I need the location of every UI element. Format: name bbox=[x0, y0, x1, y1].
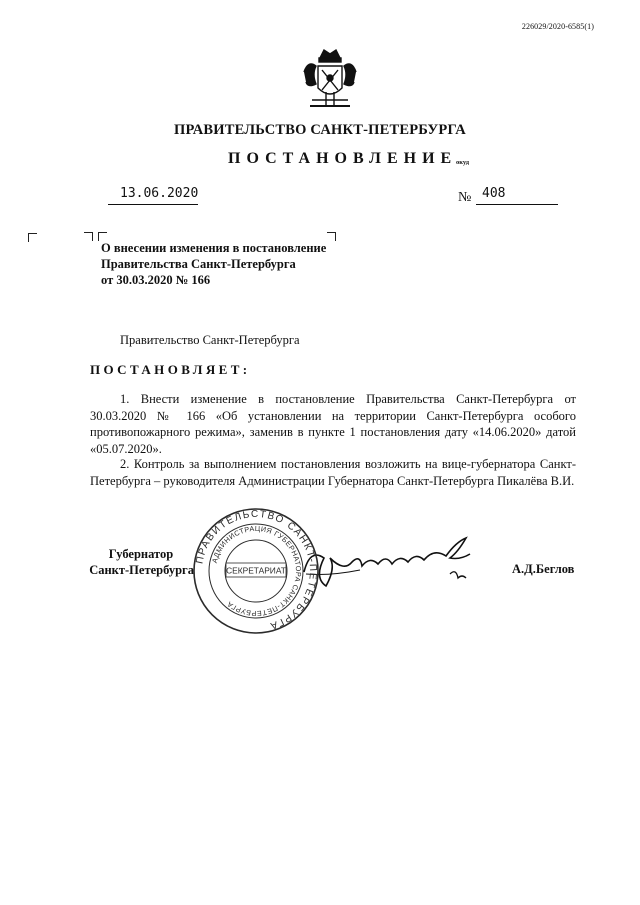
document-code: 226029/2020-6585(1) bbox=[521, 22, 594, 31]
document-type-heading: ПОСТАНОВЛЕНИЕ bbox=[228, 150, 458, 167]
document-number: 408 bbox=[482, 186, 506, 201]
number-sign: № bbox=[458, 190, 472, 205]
official-stamp bbox=[192, 507, 320, 635]
signatory-name: А.Д.Беглов bbox=[512, 562, 575, 576]
subject-line: Правительства Санкт-Петербурга bbox=[101, 257, 296, 271]
government-title: ПРАВИТЕЛЬСТВО САНКТ-ПЕТЕРБУРГА bbox=[174, 122, 466, 138]
document-date: 13.06.2020 bbox=[120, 186, 199, 201]
spb-coat-of-arms-icon bbox=[298, 44, 362, 112]
paragraph-2: 2. Контроль за выполнением постановления возложить на вице-губернатора Санкт-Петербурга – руководителя Администрации Губернатора Санкт-Петербурга Пикалёва В.И. bbox=[90, 457, 576, 488]
subject-line: от 30.03.2020 № 166 bbox=[101, 273, 211, 287]
stamp-center-text: СЕКРЕТАРИАТ bbox=[226, 565, 286, 576]
corner-mark bbox=[28, 233, 37, 242]
number-underline bbox=[476, 204, 558, 205]
subject-line: О внесении изменения в постановление bbox=[101, 241, 327, 255]
resolves-heading: ПОСТАНОВЛЯЕТ: bbox=[90, 362, 251, 377]
stamp-inner-text: АДМИНИСТРАЦИЯ ГУБЕРНАТОРА САНКТ-ПЕТЕРБУРГА bbox=[209, 523, 304, 619]
stamp-outer-text: ПРАВИТЕЛЬСТВО САНКТ-ПЕТЕРБУРГА bbox=[194, 508, 319, 632]
signatory-title-line: Губернатор bbox=[108, 547, 174, 561]
okud-label: окуд bbox=[456, 159, 470, 166]
paragraph-1: 1. Внести изменение в постановление Правительства Санкт-Петербурга от 30.03.2020 № 166 «Об установлении на территории Санкт-Петербурга особого противопожарного режима», заменив в пункте 1 постановления дату «14.06.2020» датой «05.07.2020». bbox=[90, 392, 576, 456]
handwritten-signature bbox=[300, 528, 480, 598]
intro-text: Правительство Санкт-Петербурга bbox=[120, 333, 300, 347]
corner-mark bbox=[84, 232, 93, 241]
signatory-title-line: Санкт-Петербурга bbox=[89, 563, 194, 577]
signatory-title bbox=[88, 546, 194, 578]
document-subject bbox=[101, 240, 341, 288]
date-underline bbox=[108, 204, 198, 205]
